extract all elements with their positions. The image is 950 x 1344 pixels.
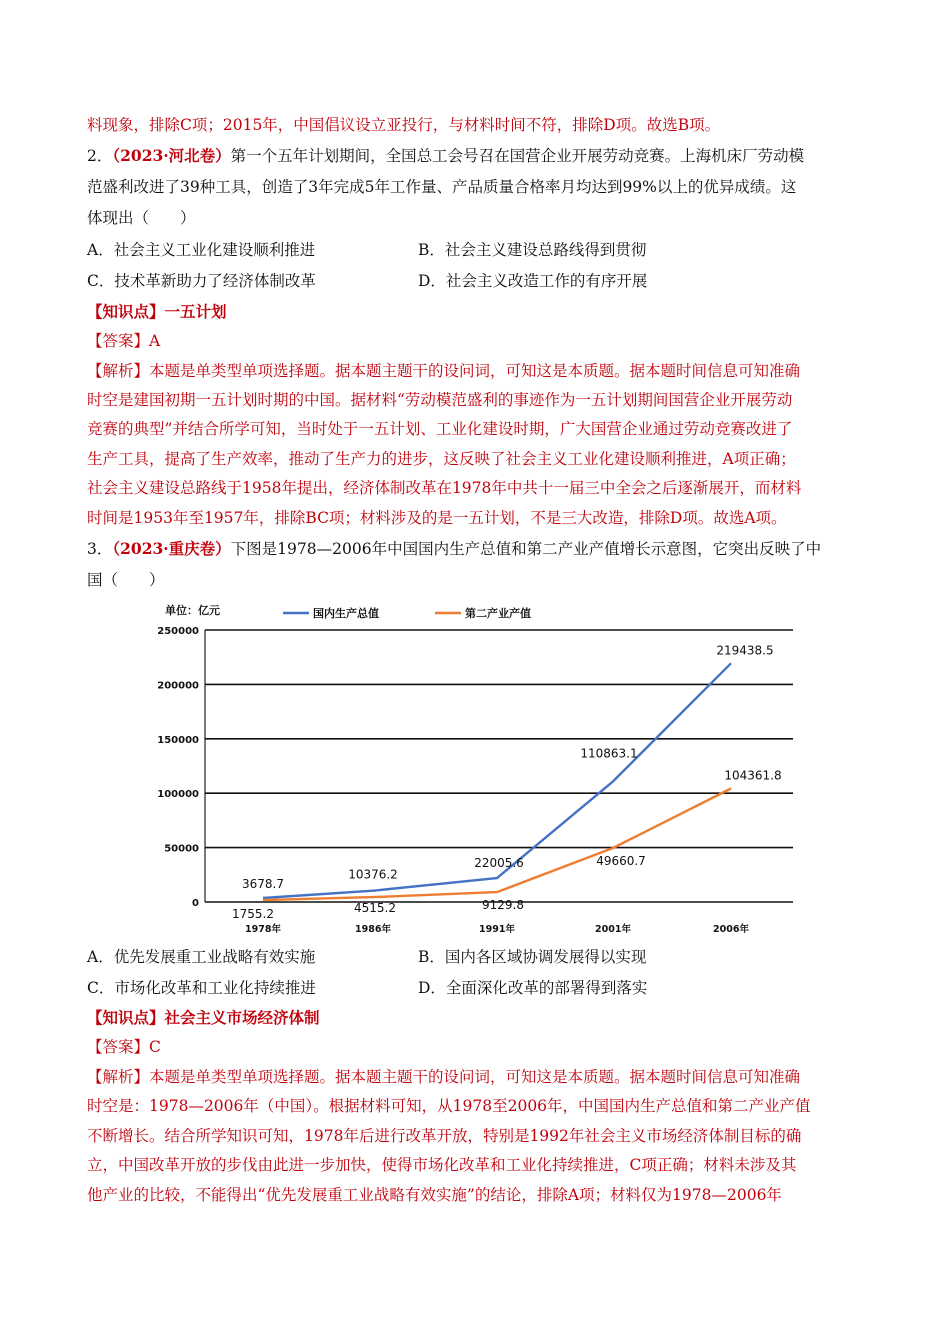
q3-analysis-line-5: 他产业的比较，不能得出“优先发展重工业战略有效实施”的结论，排除A项；材料仅为1978—2006年	[87, 1186, 782, 1204]
y-tick-label-4: 200000	[157, 680, 199, 692]
data-label-gdp-3: 110863.1	[580, 746, 638, 761]
legend-label-secondary: 第二产业产值	[465, 607, 531, 620]
chart-legend	[283, 606, 531, 620]
q2-stem-line-2: 范盛利改进了39种工具，创造了3年完成5年工作量、产品质量合格率月均达到99%以上的优异成绩。这	[87, 178, 797, 196]
data-label-gdp-4: 219438.5	[716, 643, 774, 658]
q2-analysis-line-3: 竞赛的典型”并结合所学可知，当时处于一五计划、工业化建设时期，广大国营企业通过劳动竞赛改进了	[87, 420, 793, 438]
chart-plot-area	[157, 626, 793, 935]
q3-source: （2023·重庆卷）	[112, 539, 231, 558]
q3-analysis-line-2: 时空是：1978—2006年（中国）。根据材料可知，从1978至2006年，中国国内生产总值和第二产业产值	[87, 1097, 811, 1115]
q2-analysis-line-6: 时间是1953年至1957年，排除BC项；材料涉及的是一五计划，不是三大改造，排除D项。故选A项。	[87, 509, 787, 527]
q2-stem-line-3: 体现出（ ）	[87, 209, 196, 227]
q2-source: （2023·河北卷）	[112, 146, 231, 165]
data-label-secondary-1: 4515.2	[354, 901, 396, 916]
q3-knowledge-point: 【知识点】社会主义市场经济体制	[87, 1008, 320, 1027]
data-label-secondary-4: 104361.8	[724, 768, 782, 783]
q3-option-d: D．全面深化改革的部署得到落实	[418, 979, 648, 997]
y-tick-label-1: 50000	[164, 843, 199, 855]
q3-option-c: C．市场化改革和工业化持续推进	[87, 979, 316, 997]
q3-stem-text: 下图是1978—2006年中国国内生产总值和第二产业产值增长示意图，它突出反映了中	[230, 540, 822, 558]
y-tick-label-0: 0	[192, 898, 199, 909]
y-tick-label-2: 100000	[157, 789, 199, 801]
data-label-gdp-1: 10376.2	[348, 867, 398, 882]
q3-answer: 【答案】C	[87, 1038, 161, 1056]
q3-analysis-line-4: 立，中国改革开放的步伐由此进一步加快，使得市场化改革和工业化持续推进，C项正确；材料未涉及其	[87, 1156, 797, 1174]
q2-knowledge-point: 【知识点】一五计划	[87, 302, 227, 321]
q1-analysis-tail: 料现象，排除C项；2015年，中国倡议设立亚投行，与材料时间不符，排除D项。故选B项。	[87, 116, 721, 134]
data-label-secondary-0: 1755.2	[232, 907, 274, 922]
q2-option-a: A．社会主义工业化建设顺利推进	[87, 241, 316, 259]
q2-number: 2．	[87, 147, 113, 165]
q2-stem-text: 第一个五年计划期间，全国总工会号召在国营企业开展劳动竞赛。上海机床厂劳动模	[230, 147, 805, 165]
q3-analysis-line-1: 【解析】本题是单类型单项选择题。据本题主题干的设问词，可知这是本质题。据本题时间信息可知准确	[87, 1068, 801, 1086]
q2-option-b: B．社会主义建设总路线得到贯彻	[418, 241, 647, 259]
x-tick-label-4: 2006年	[713, 924, 749, 935]
q2-analysis-line-5: 社会主义建设总路线于1958年提出，经济体制改革在1978年中共十一届三中全会之后逐渐展开，而材料	[87, 479, 802, 497]
y-tick-label-3: 150000	[157, 734, 199, 746]
series-line-1	[263, 789, 731, 901]
legend-label-gdp: 国内生产总值	[313, 607, 379, 620]
q3-number: 3．	[87, 540, 113, 558]
x-tick-label-2: 1991年	[479, 924, 515, 935]
chart-unit-label: 单位：亿元	[165, 604, 220, 617]
x-tick-label-0: 1978年	[245, 924, 281, 935]
q2-analysis-line-4: 生产工具，提高了生产效率，推动了生产力的进步，这反映了社会主义工业化建设顺利推进，A项正确；	[87, 450, 796, 468]
q3-option-a: A．优先发展重工业战略有效实施	[87, 948, 316, 966]
q3-analysis-line-3: 不断增长。结合所学知识可知，1978年后进行改革开放，特别是1992年社会主义市场经济体制目标的确	[87, 1127, 802, 1145]
q2-analysis-line-2: 时空是建国初期一五计划时期的中国。据材料“劳动模范盛利的事迹作为一五计划期间国营企业开展劳动	[87, 391, 793, 409]
gdp-line-chart	[155, 596, 805, 944]
x-tick-label-3: 2001年	[595, 924, 631, 935]
q2-option-d: D．社会主义改造工作的有序开展	[418, 272, 648, 290]
q3-stem-line-2: 国（ ）	[87, 571, 165, 589]
data-label-secondary-2: 9129.8	[482, 898, 524, 913]
q2-stem-line-1	[87, 146, 804, 166]
data-label-secondary-3: 49660.7	[596, 853, 646, 868]
data-label-gdp-0: 3678.7	[242, 876, 284, 891]
q3-option-b: B．国内各区域协调发展得以实现	[418, 948, 647, 966]
q2-option-c: C．技术革新助力了经济体制改革	[87, 272, 316, 290]
x-tick-label-1: 1986年	[355, 924, 391, 935]
y-tick-label-5: 250000	[157, 626, 199, 637]
q2-analysis-line-1: 【解析】本题是单类型单项选择题。据本题主题干的设问词，可知这是本质题。据本题时间信息可知准确	[87, 362, 801, 380]
data-label-gdp-2: 22005.6	[474, 856, 524, 871]
q3-stem-line-1	[87, 539, 821, 559]
q2-answer: 【答案】A	[87, 332, 161, 350]
